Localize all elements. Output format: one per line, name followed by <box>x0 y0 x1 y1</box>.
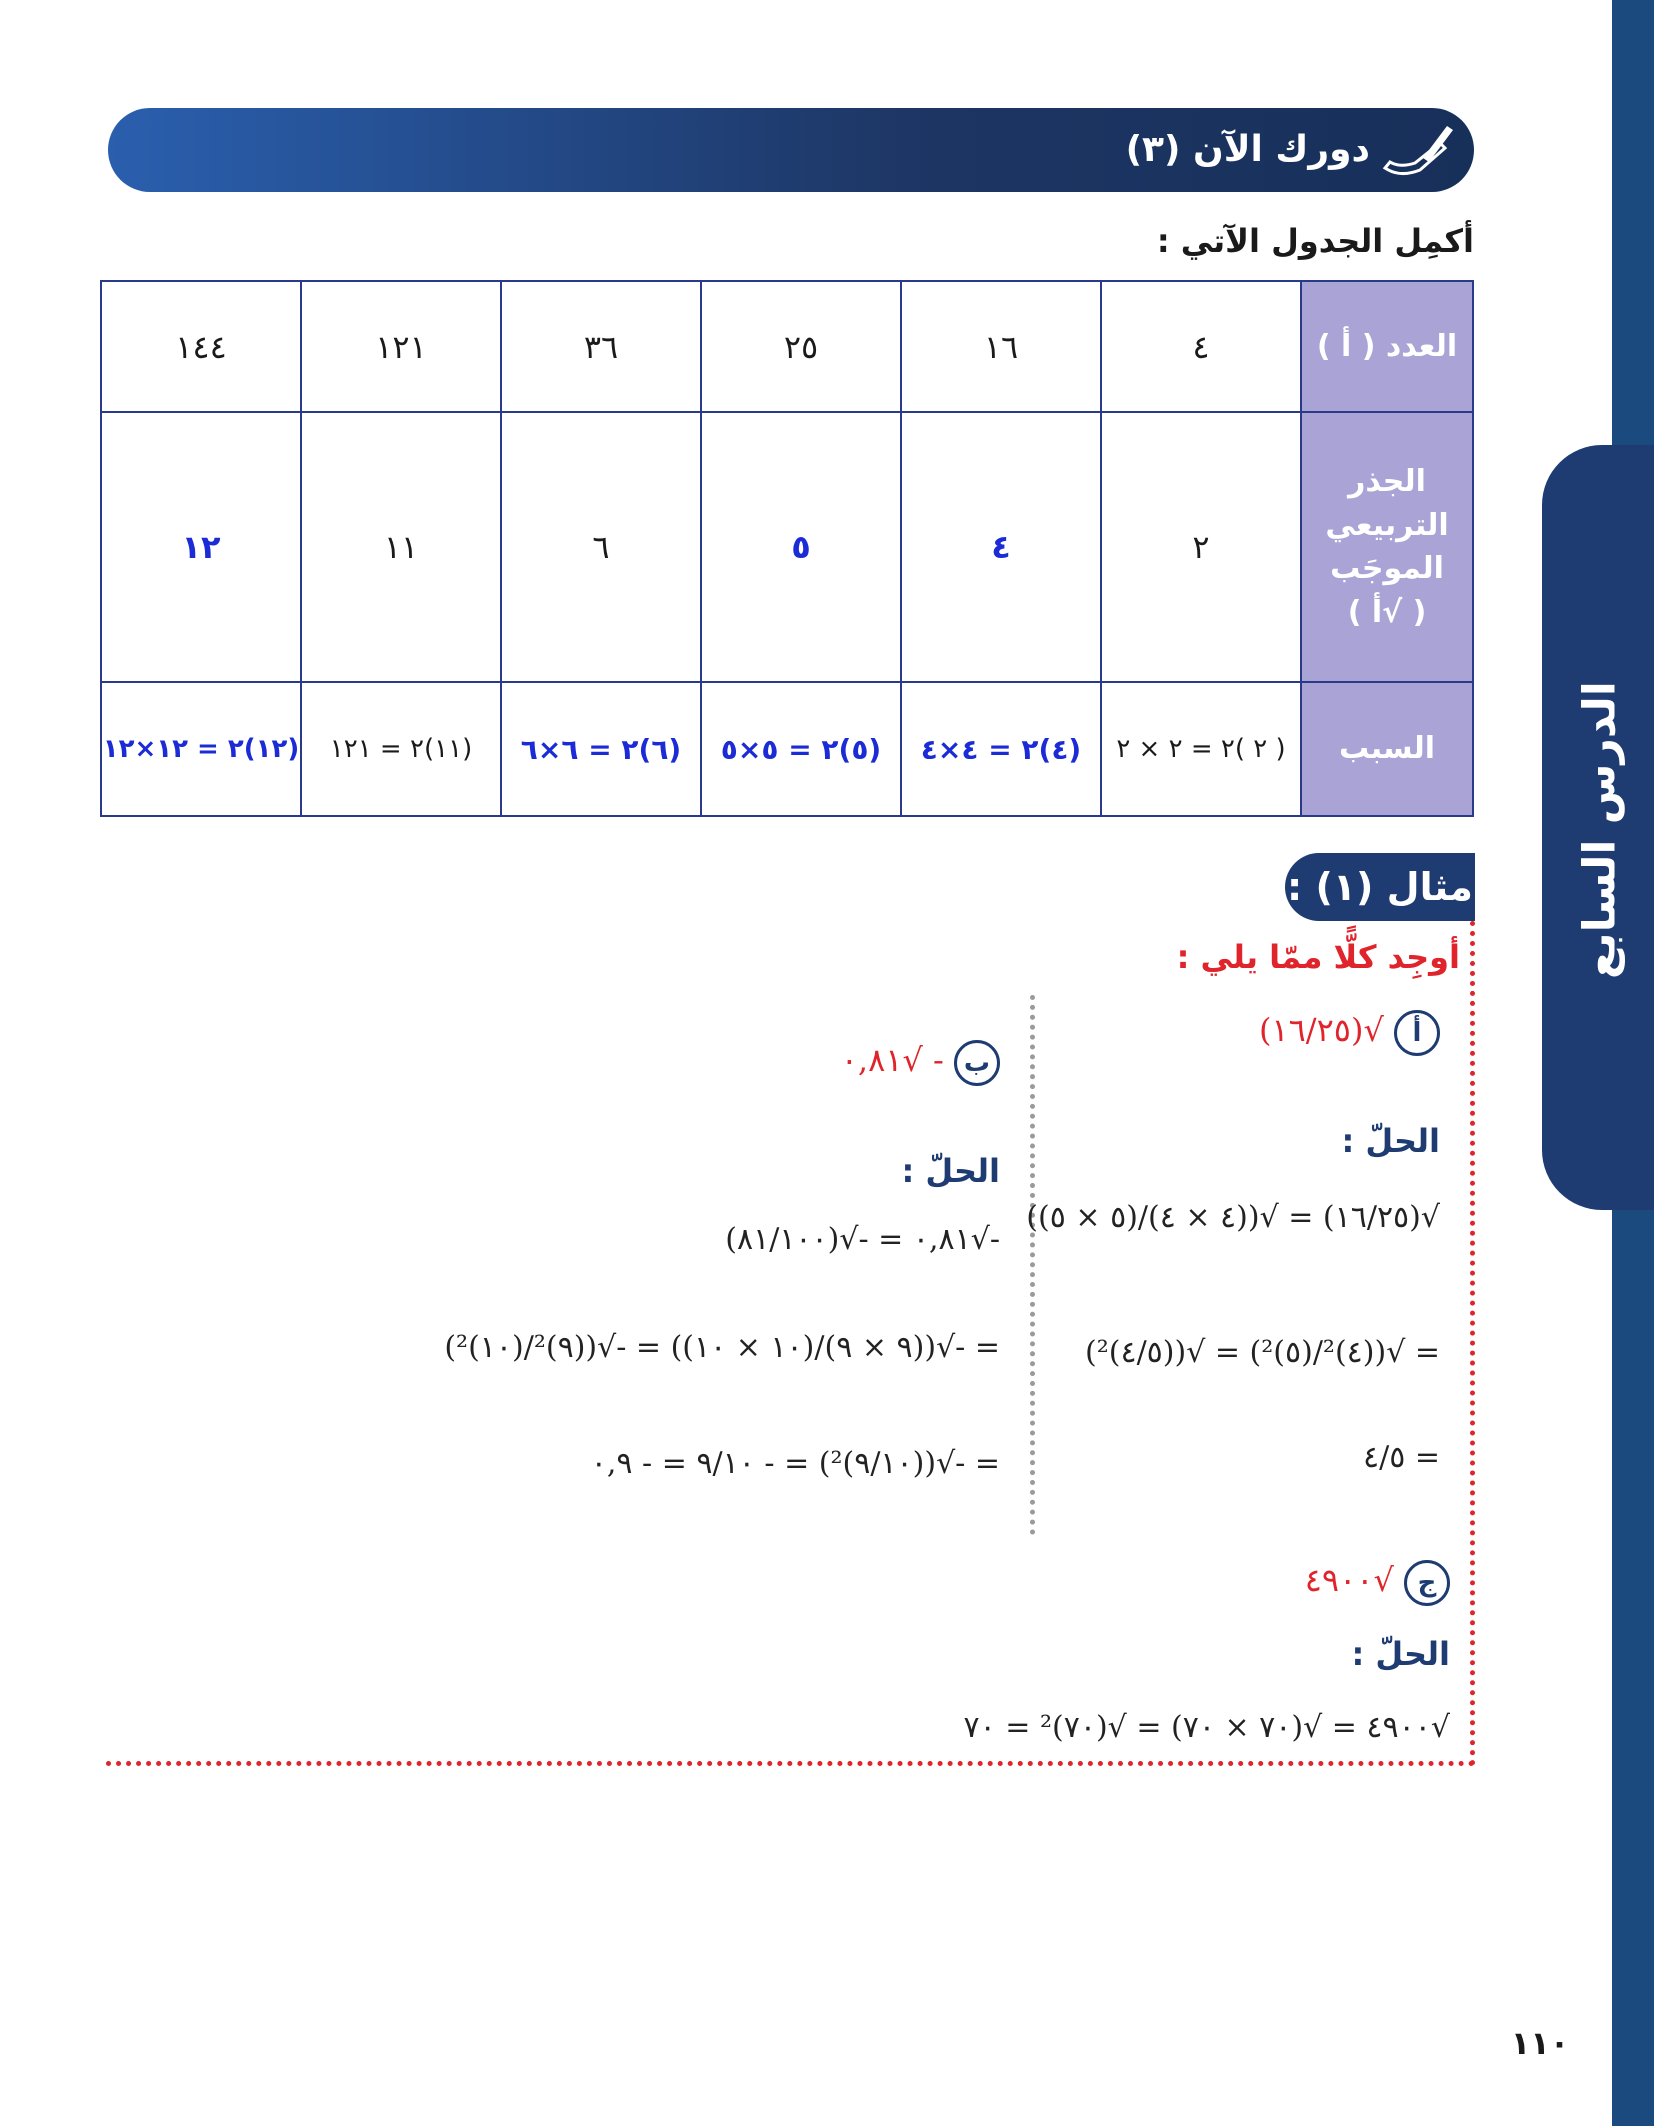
reason-cell-handwritten: (١٢)٢ = ١٢×١٢ <box>101 682 301 816</box>
pencil-hand-icon <box>1375 118 1455 184</box>
part-b-marker: ب <box>954 1040 1000 1086</box>
root-cell-handwritten: ١٢ <box>101 412 301 682</box>
row-label-root <box>1301 412 1473 682</box>
part-b-question <box>700 1040 1000 1086</box>
part-b-line-3: = -√((٩/١٠)²) = - ٩/١٠ = - ٠,٩ <box>590 1446 1000 1481</box>
part-c-question <box>1200 1560 1450 1606</box>
part-a-solution-label: الحلّ : <box>1341 1122 1440 1160</box>
row-label-number: العدد ( أ ) <box>1301 281 1473 412</box>
column-divider <box>1030 995 1035 1535</box>
root-cell: ٦ <box>501 412 701 682</box>
part-a-line-3: = ٤/٥ <box>1362 1440 1440 1475</box>
root-label-line: الموجَب <box>1330 551 1444 586</box>
example-title: مثال (١) : <box>1285 853 1475 921</box>
lesson-label: الدرس السابع <box>1574 681 1626 979</box>
part-b-solution-label: الحلّ : <box>901 1152 1000 1190</box>
part-b-line-2: = -√((٩ × ٩)/(١٠ × ١٠)) = -√((٩)²/(١٠)²) <box>444 1330 1000 1365</box>
number-cell: ٣٦ <box>501 281 701 412</box>
banner-title: دورك الآن (٣) <box>1125 129 1370 170</box>
reason-cell: (١١)٢ = ١٢١ <box>301 682 501 816</box>
reason-cell-handwritten: (٦)٢ = ٦×٦ <box>501 682 701 816</box>
part-a-line-1: √(١٦/٢٥) = √((٤ × ٤)/(٥ × ٥)) <box>1026 1200 1440 1235</box>
page-number: ١١٠ <box>1510 2024 1570 2062</box>
part-b-expression: - √٠,٨١ <box>840 1041 944 1079</box>
root-label-line: التربيعي <box>1325 507 1449 543</box>
root-label-line: ( √أ ) <box>1347 594 1427 630</box>
part-c-solution-label: الحلّ : <box>1351 1635 1450 1673</box>
roots-table <box>100 280 1474 817</box>
number-cell: ١٦ <box>901 281 1101 412</box>
part-a-marker: أ <box>1394 1010 1440 1056</box>
number-cell: ١٢١ <box>301 281 501 412</box>
root-cell: ٢ <box>1101 412 1301 682</box>
reason-cell: ( ٢ )٢ = ٢ × ٢ <box>1101 682 1301 816</box>
root-cell: ١١ <box>301 412 501 682</box>
number-cell: ٢٥ <box>701 281 901 412</box>
example-instruction: أوجِد كلًّا ممّا يلي : <box>1176 938 1460 976</box>
row-label-reason: السبب <box>1301 682 1473 816</box>
root-cell-handwritten: ٥ <box>701 412 901 682</box>
part-c-marker: ج <box>1404 1560 1450 1606</box>
table-row <box>101 281 1473 412</box>
reason-cell-handwritten: (٤)٢ = ٤×٤ <box>901 682 1101 816</box>
number-cell: ١٤٤ <box>101 281 301 412</box>
task-instruction: أكمِل الجدول الآتي : <box>1156 222 1474 260</box>
part-a-line-2: = √((٤)²/(٥)²) = √((٤/٥)²) <box>1084 1335 1440 1370</box>
part-c-expression: √٤٩٠٠ <box>1304 1561 1394 1599</box>
part-a-question <box>1250 1010 1440 1056</box>
table-row <box>101 682 1473 816</box>
root-cell-handwritten: ٤ <box>901 412 1101 682</box>
table-row <box>101 412 1473 682</box>
number-cell: ٤ <box>1101 281 1301 412</box>
reason-cell-handwritten: (٥)٢ = ٥×٥ <box>701 682 901 816</box>
part-c-line-1: √٤٩٠٠ = √(٧٠ × ٧٠) = √(٧٠)² = ٧٠ <box>963 1710 1450 1745</box>
root-label-line: الجذر <box>1348 464 1426 499</box>
part-a-expression: √(١٦/٢٥) <box>1258 1011 1384 1049</box>
part-b-line-1: -√٠,٨١ = -√(٨١/١٠٠) <box>725 1222 1000 1257</box>
